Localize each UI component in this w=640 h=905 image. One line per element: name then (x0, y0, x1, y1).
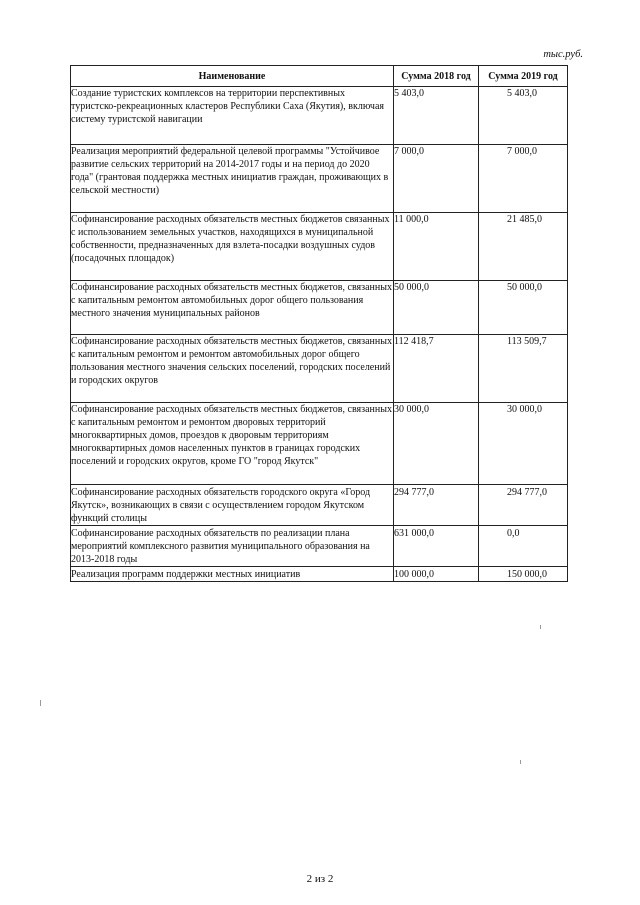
table-row (71, 87, 568, 145)
row-name: Софинансирование расходных обязательств местных бюджетов, связанных с капитальным ремонтом автомобильных дорог общего пользования местного значения муниципальных районов (71, 281, 394, 335)
row-sum-2018: 294 777,0 (394, 485, 479, 526)
table-row (71, 567, 568, 582)
table-header-row (71, 66, 568, 87)
row-sum-2018: 5 403,0 (394, 87, 479, 145)
row-sum-2018: 631 000,0 (394, 526, 479, 567)
header-2018: Сумма 2018 год (394, 66, 479, 87)
page-number: 2 из 2 (306, 873, 334, 885)
row-name: Софинансирование расходных обязательств по реализации плана мероприятий комплексного развития муниципального образования на 2013-2018 годы (71, 526, 394, 567)
header-2019: Сумма 2019 год (479, 66, 568, 87)
unit-label: тыс.руб. (543, 49, 583, 60)
header-name: Наименование (71, 66, 394, 87)
table-row (71, 403, 568, 485)
row-sum-2018: 11 000,0 (394, 213, 479, 281)
row-name: Софинансирование расходных обязательств местных бюджетов, связанных с капитальным ремонтом и ремонтом автомобильных дорог общего пользования местного значения сельских поселений, городских поселений и городских округов (71, 335, 394, 403)
row-name: Создание туристских комплексов на территории перспективных туристско-рекреационных кластеров Республики Саха (Якутия), включая систему туристской навигации (71, 87, 394, 145)
row-sum-2019: 50 000,0 (479, 281, 568, 335)
table-row (71, 213, 568, 281)
row-sum-2019: 21 485,0 (479, 213, 568, 281)
row-name: Софинансирование расходных обязательств городского округа «Город Якутск», возникающих в связи с осуществлением городом Якутском функций столицы (71, 485, 394, 526)
row-name: Реализация мероприятий федеральной целевой программы "Устойчивое развитие сельских территорий на 2014-2017 годы и на период до 2020 года" (грантовая поддержка местных инициатив граждан, проживающих в сельской местности) (71, 145, 394, 213)
row-sum-2019: 7 000,0 (479, 145, 568, 213)
row-sum-2019: 294 777,0 (479, 485, 568, 526)
row-name: Реализация программ поддержки местных инициатив (71, 567, 394, 582)
table-row (71, 145, 568, 213)
scan-speck (520, 760, 521, 764)
row-sum-2019: 30 000,0 (479, 403, 568, 485)
row-sum-2019: 0,0 (479, 526, 568, 567)
scan-speck (40, 700, 41, 706)
row-sum-2019: 113 509,7 (479, 335, 568, 403)
row-sum-2019: 5 403,0 (479, 87, 568, 145)
row-sum-2018: 112 418,7 (394, 335, 479, 403)
table-row (71, 485, 568, 526)
row-sum-2018: 7 000,0 (394, 145, 479, 213)
row-name: Софинансирование расходных обязательств местных бюджетов, связанных с капитальным ремонтом и ремонтом дворовых территорий многоквартирных домов, проездов к дворовым территориям многоквартирных домов населенных пунктов в границах городских поселений и городских округов, кроме ГО "город Якутск" (71, 403, 394, 485)
row-sum-2018: 30 000,0 (394, 403, 479, 485)
table-row (71, 335, 568, 403)
row-sum-2019: 150 000,0 (479, 567, 568, 582)
table-row (71, 526, 568, 567)
table-row (71, 281, 568, 335)
budget-table (70, 65, 568, 582)
row-sum-2018: 50 000,0 (394, 281, 479, 335)
row-name: Софинансирование расходных обязательств местных бюджетов связанных с использованием земельных участков, находящихся в муниципальной собственности, предназначенных для взлета-посадки воздушных судов (посадочных площадок) (71, 213, 394, 281)
row-sum-2018: 100 000,0 (394, 567, 479, 582)
scan-speck (540, 625, 541, 629)
